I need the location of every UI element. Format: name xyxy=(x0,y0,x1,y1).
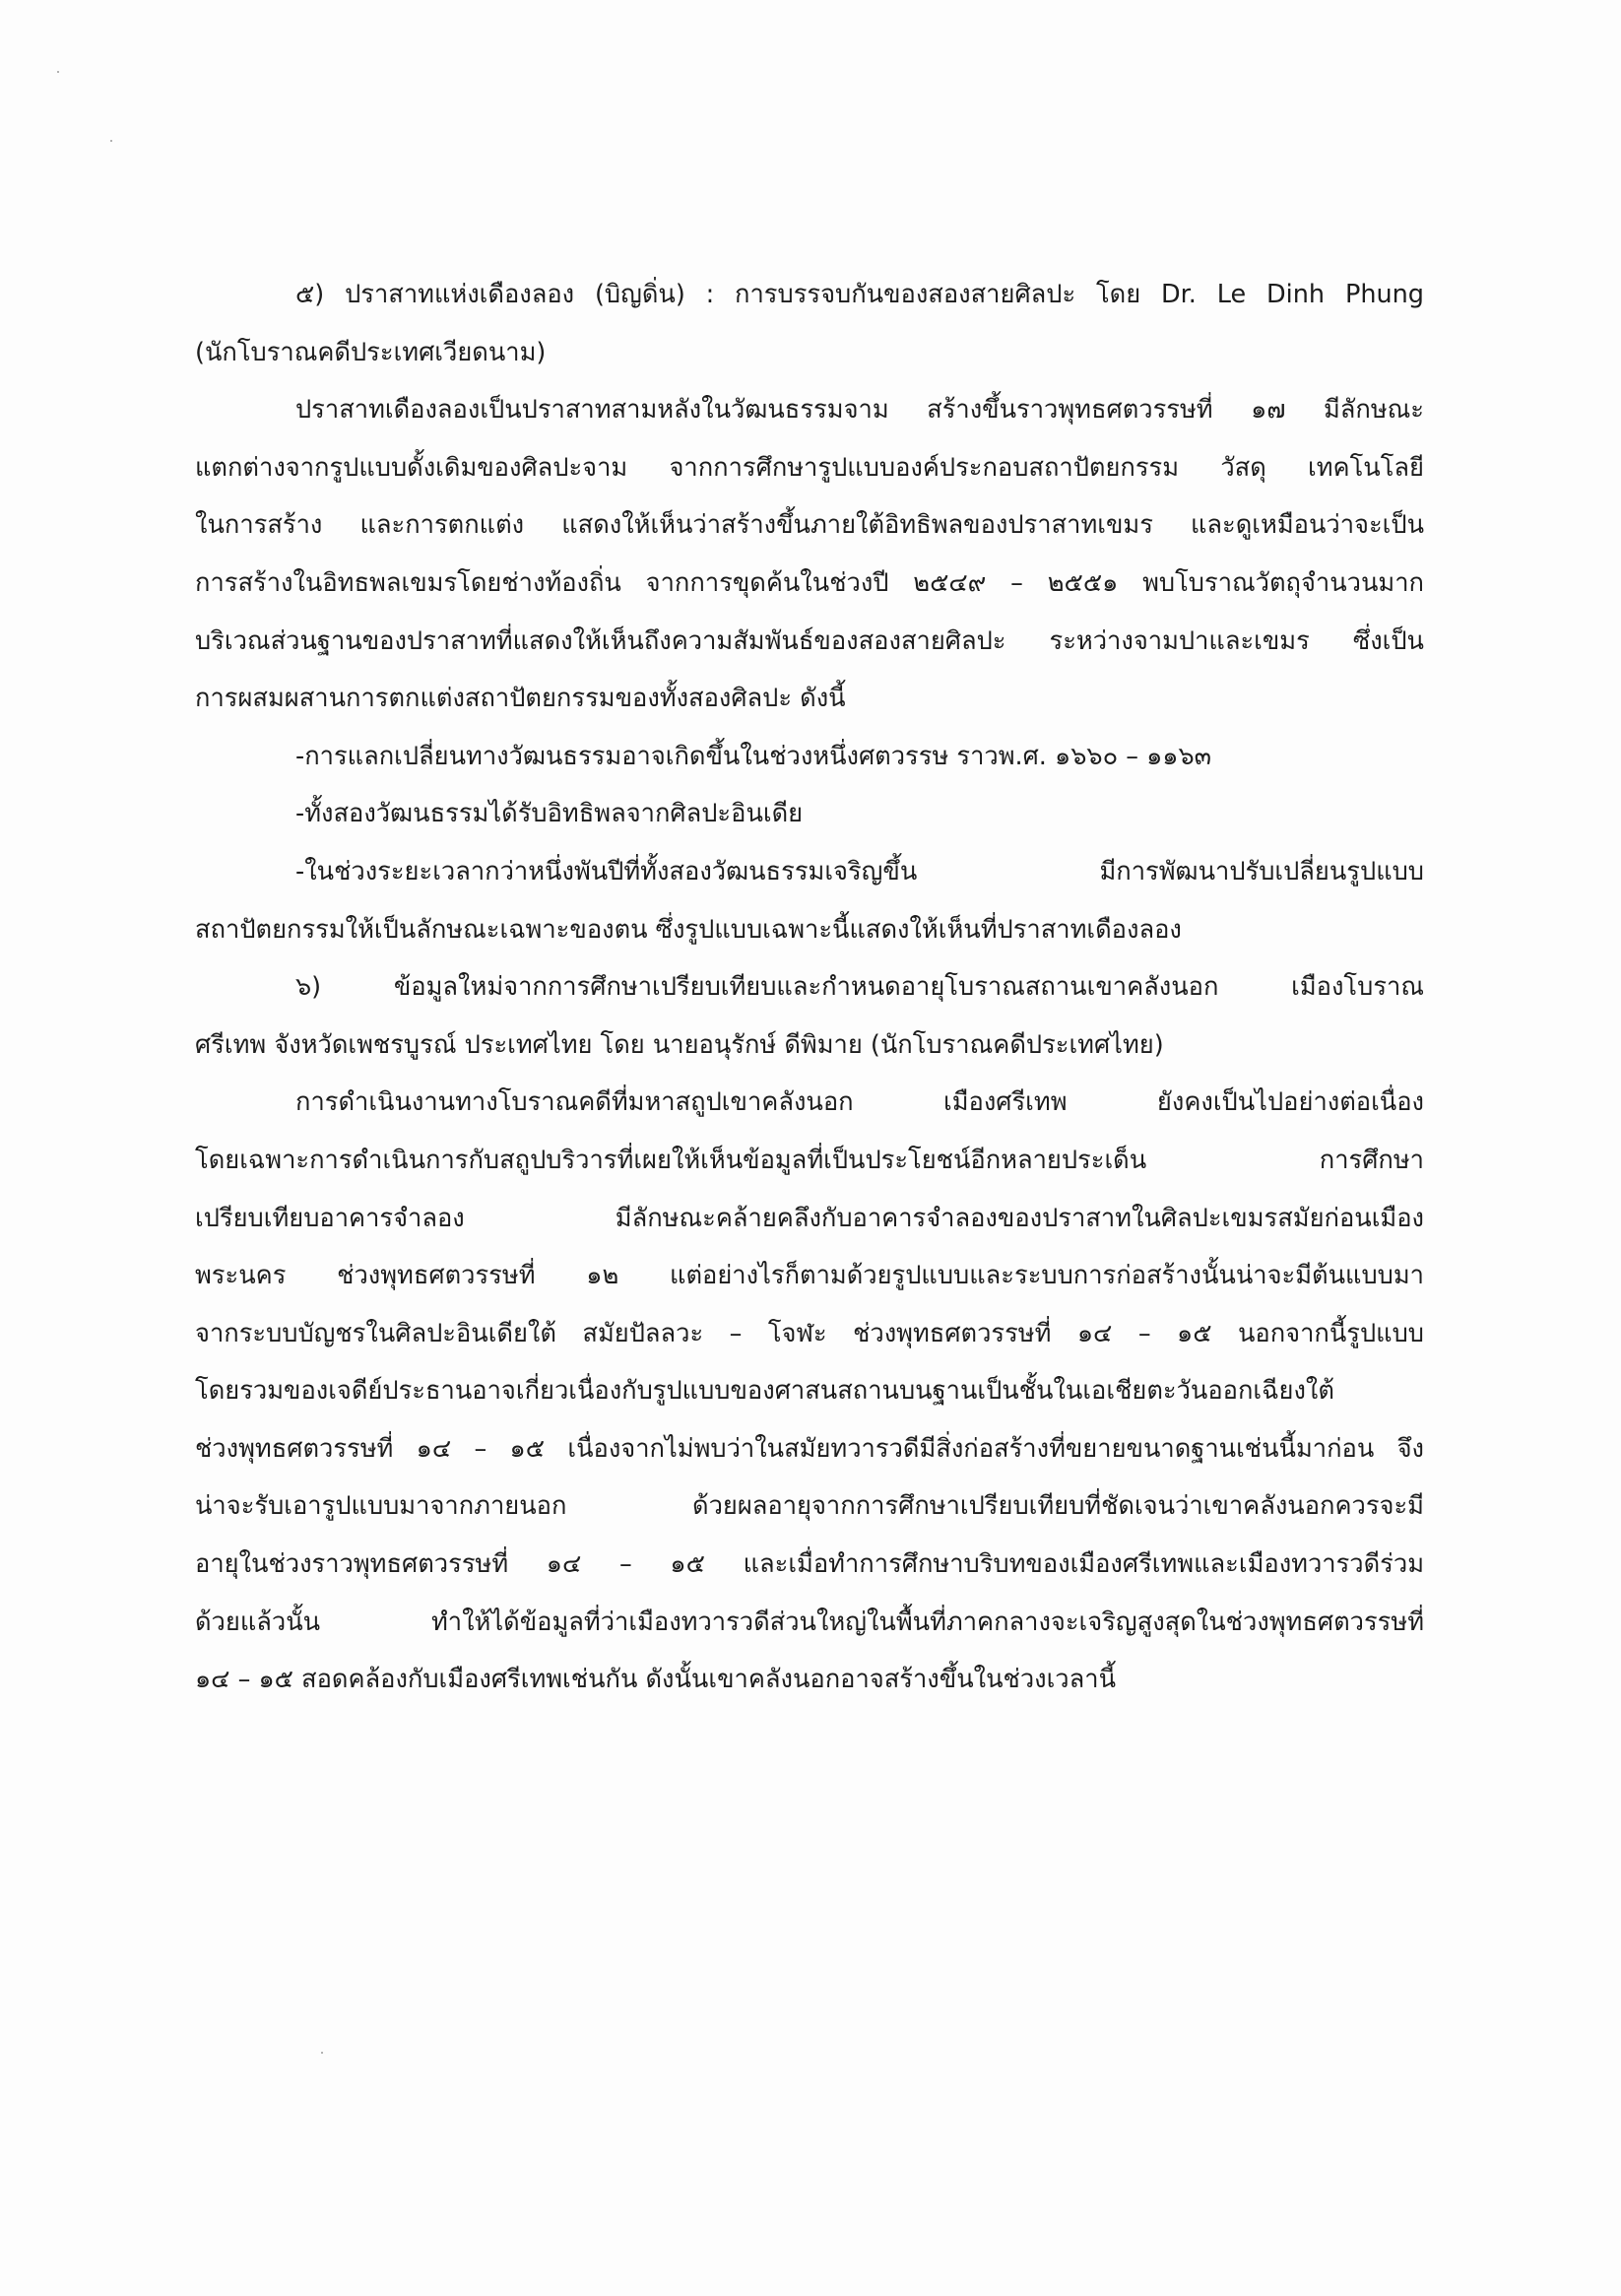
paragraph-line: เปรียบเทียบอาคารจำลอง มีลักษณะคล้ายคลึงกับอาคารจำลองของปราสาทในศิลปะเขมรสมัยก่อนเมือง xyxy=(195,1203,1424,1233)
paragraph-line: การสร้างในอิทธพลเขมรโดยช่างท้องถิ่น จากการขุดค้นในช่วงปี ๒๕๔๙ – ๒๕๕๑ พบโบราณวัตถุจำนวนมาก xyxy=(195,567,1424,598)
list-item: -ในช่วงระยะเวลากว่าหนึ่งพันปีที่ทั้งสองวัฒนธรรมเจริญขึ้น มีการพัฒนาปรับเปลี่ยนรูปแบบ xyxy=(295,856,1424,886)
paragraph-line: ด้วยแล้วนั้น ทำให้ได้ข้อมูลที่ว่าเมืองทวารวดีส่วนใหญ่ในพื้นที่ภาคกลางจะเจริญสูงสุดในช่วงพุทธศตวรรษที่ xyxy=(195,1607,1424,1637)
paragraph-line: แตกต่างจากรูปแบบดั้งเดิมของศิลปะจาม จากการศึกษารูปแบบองค์ประกอบสถาปัตยกรรม วัสดุ เทคโนโลยี xyxy=(195,452,1424,483)
paragraph-line: น่าจะรับเอารูปแบบมาจากภายนอก ด้วยผลอายุจากการศึกษาเปรียบเทียบที่ชัดเจนว่าเขาคลังนอกควรจะมี xyxy=(195,1491,1424,1522)
paragraph-line: พระนคร ช่วงพุทธศตวรรษที่ ๑๒ แต่อย่างไรก็ตามด้วยรูปแบบและระบบการก่อสร้างนั้นน่าจะมีต้นแบบมา xyxy=(195,1261,1424,1291)
paragraph-line: โดยเฉพาะการดำเนินการกับสถูปบริวารที่เผยให้เห็นข้อมูลที่เป็นประโยชน์อีกหลายประเด็น การศึกษา xyxy=(195,1145,1424,1175)
paragraph-line: ในการสร้าง และการตกแต่ง แสดงให้เห็นว่าสร้างขึ้นภายใต้อิทธิพลของปราสาทเขมร และดูเหมือนว่าจะเป็น xyxy=(195,510,1424,541)
paragraph-line: การดำเนินงานทางโบราณคดีที่มหาสถูปเขาคลังนอก เมืองศรีเทพ ยังคงเป็นไปอย่างต่อเนื่อง xyxy=(295,1087,1424,1118)
section-5-heading-cont: (นักโบราณคดีประเทศเวียดนาม) xyxy=(195,337,547,367)
list-item-cont: สถาปัตยกรรมให้เป็นลักษณะเฉพาะของตน ซึ่งรูปแบบเฉพาะนี้แสดงให้เห็นที่ปราสาทเดืองลอง xyxy=(195,914,1182,945)
scan-speck xyxy=(110,140,112,142)
paragraph-line: การผสมผสานการตกแต่งสถาปัตยกรรมของทั้งสองศิลปะ ดังนี้ xyxy=(195,684,846,714)
list-item: -การแลกเปลี่ยนทางวัฒนธรรมอาจเกิดขึ้นในช่วงหนึ่งศตวรรษ ราวพ.ศ. ๑๖๖๐ – ๑๑๖๓ xyxy=(295,741,1212,771)
scan-speck xyxy=(57,71,59,73)
paragraph-line: ๑๔ – ๑๕ สอดคล้องกับเมืองศรีเทพเช่นกัน ดังนั้นเขาคลังนอกอาจสร้างขึ้นในช่วงเวลานี้ xyxy=(195,1665,1116,1695)
scan-speck xyxy=(321,2052,323,2054)
section-5-heading: ๕) ปราสาทแห่งเดืองลอง (บิญดิ่น) : การบรรจบกันของสองสายศิลปะ โดย Dr. Le Dinh Phung xyxy=(295,280,1424,309)
paragraph-line: ปราสาทเดืองลองเป็นปราสาทสามหลังในวัฒนธรรมจาม สร้างขึ้นราวพุทธศตวรรษที่ ๑๗ มีลักษณะ xyxy=(295,395,1424,426)
paragraph-line: โดยรวมของเจดีย์ประธานอาจเกี่ยวเนื่องกับรูปแบบของศาสนสถานบนฐานเป็นชั้นในเอเชียตะวันออกเฉียงใต้ xyxy=(195,1376,1334,1407)
section-6-heading: ๖) ข้อมูลใหม่จากการศึกษาเปรียบเทียบและกำหนดอายุโบราณสถานเขาคลังนอก เมืองโบราณ xyxy=(295,972,1424,1003)
document-body xyxy=(195,266,1424,1709)
paragraph-line: จากระบบบัญชรในศิลปะอินเดียใต้ สมัยปัลลวะ – โจฬะ ช่วงพุทธศตวรรษที่ ๑๔ – ๑๕ นอกจากนี้รูปแบบ xyxy=(195,1318,1424,1348)
paragraph-line: อายุในช่วงราวพุทธศตวรรษที่ ๑๔ – ๑๕ และเมื่อทำการศึกษาบริบทของเมืองศรีเทพและเมืองทวารวดีร่วม xyxy=(195,1549,1424,1580)
paragraph-line: ช่วงพุทธศตวรรษที่ ๑๔ – ๑๕ เนื่องจากไม่พบว่าในสมัยทวารวดีมีสิ่งก่อสร้างที่ขยายขนาดฐานเช่นนี้มาก่อน จึง xyxy=(195,1433,1424,1464)
list-item: -ทั้งสองวัฒนธรรมได้รับอิทธิพลจากศิลปะอินเดีย xyxy=(295,799,804,829)
section-6-heading-cont: ศรีเทพ จังหวัดเพชรบูรณ์ ประเทศไทย โดย นายอนุรักษ์ ดีพิมาย (นักโบราณคดีประเทศไทย) xyxy=(195,1029,1164,1060)
paragraph-line: บริเวณส่วนฐานของปราสาทที่แสดงให้เห็นถึงความสัมพันธ์ของสองสายศิลปะ ระหว่างจามปาและเขมร ซึ่งเป็น xyxy=(195,625,1424,656)
